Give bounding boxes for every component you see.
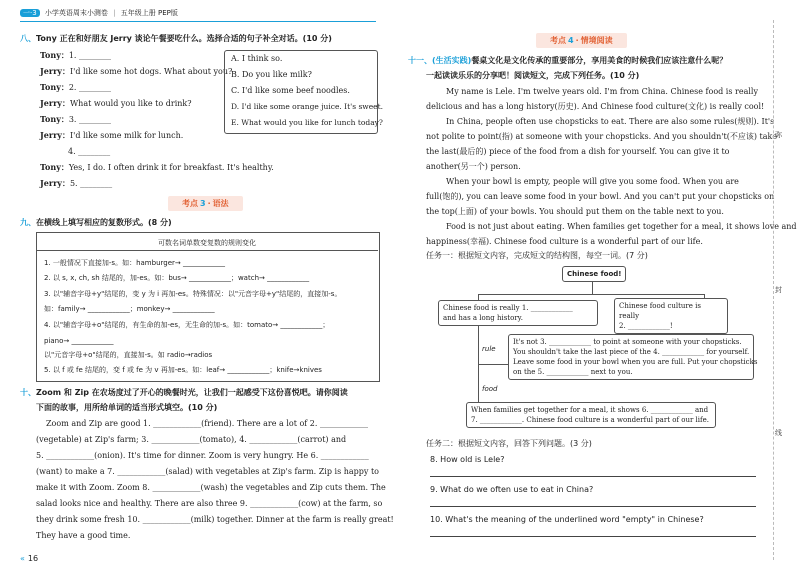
passage-line-5: the last(最后的) piece of the food from a dish for yourself. You can give it to xyxy=(426,147,730,156)
blank-2[interactable]: 2. ________ xyxy=(68,83,112,92)
story-line-1: Zoom and Zip are good 1. ____________(friend). There are a lot of 2. ____________ xyxy=(46,419,368,428)
question-10: 10. What's the meaning of the underlined word "empty" in Chinese? xyxy=(430,515,704,524)
options-box xyxy=(224,50,383,134)
blank-5[interactable]: 5. ________ xyxy=(69,179,113,188)
passage-line-2: delicious and has a long history(历史). And Chinese food culture(文化) is really cool! xyxy=(426,102,765,111)
rule-4-note: 以"元音字母+o"结尾的，直接加-s。如 radio→radios xyxy=(44,351,213,359)
question-9: 9. What do we often use to eat in China? xyxy=(430,485,594,494)
passage-line-4: not polite to point(指) at someone with your chopsticks. And you shouldn't(不应该) take xyxy=(426,132,778,141)
side-note: 弥 xyxy=(775,131,782,139)
header-rule xyxy=(20,21,376,22)
map-label-food: food xyxy=(482,385,498,393)
passage-line-6: another(另一个) person. xyxy=(426,162,521,171)
header-title: 小学英语周末小测卷 xyxy=(44,9,108,17)
rule-1: 1. 一般情况下直接加-s。如：hamburger→ ____________ xyxy=(44,259,225,267)
map-mid-box: It's not 3. ____________ to point at someone with your chopsticks. You shouldn't take the last piece of the 4. ____________ for yourself. Leave some food in your bowl when you are full. Put your chopsticks on the 5. ____________ next to you. xyxy=(508,334,754,380)
map-connector xyxy=(478,294,704,295)
page-number: « 16 xyxy=(20,554,39,563)
map-connector xyxy=(478,364,508,365)
map-bottom-box: When families get together for a meal, it shows 6. ____________ and 7. ____________. Chinese food culture is a wonderful part of our life. xyxy=(466,402,716,428)
section10-title: 十、Zoom 和 Zip 在农场度过了开心的晚餐时光，让我们一起感受下这份喜悦吧。请你阅读 xyxy=(20,388,348,397)
rule-4-example: piano→ ____________ xyxy=(44,337,114,345)
section9-title: 九、在横线上填写相应的复数形式。(8 分) xyxy=(20,218,172,227)
side-note: 封 xyxy=(775,286,782,294)
passage-line-7: When your bowl is empty, people will give you some food. When you are xyxy=(446,177,739,186)
map-connector xyxy=(592,282,593,294)
story-line-3: 5. ____________(onion). It's time for dinner. Zoom is very hungry. He 6. ____________ xyxy=(36,451,369,460)
story-line-2: (vegetable) at Zip's farm; 3. ____________(tomato), 4. ____________(carrot) and xyxy=(36,435,347,444)
section8-title: 八、Tony 正在和好朋友 Jerry 谈论午餐要吃什么。选择合适的句子补全对话。(10 分) xyxy=(20,34,332,43)
rules-divider xyxy=(36,250,378,251)
passage-line-1: My name is Lele. I'm twelve years old. I'm from China. Chinese food is really xyxy=(446,87,758,96)
rule-3-example: 如：family→ ____________；monkey→ ____________ xyxy=(44,305,215,313)
rule-3: 3. 以"辅音字母+y"结尾的，变 y 为 i 再加-es。特殊情况：以"元音字母+y"结尾的，直接加-s。 xyxy=(44,290,342,298)
section11-title: 十一、(生活实践)餐桌文化是文化传承的重要部分，享用美食的时候我们应该注意什么呢？ xyxy=(408,56,728,65)
passage-line-10: Food is not just about eating. When families get together for a meal, it shows love and xyxy=(446,222,797,231)
map-left-box: Chinese food is really 1. ____________ and has a long history. xyxy=(438,300,598,326)
passage-line-3: In China, people often use chopsticks to eat. There are also some rules(规则). It's xyxy=(446,117,775,126)
blank-3[interactable]: 3. ________ xyxy=(68,115,112,124)
rule-2: 2. 以 s, x, ch, sh 结尾的，加-es。如：bus→ ____________；watch→ ____________ xyxy=(44,274,310,282)
story-line-7: they drink some fresh 10. ____________(milk) together. Dinner at the farm is really great! xyxy=(36,515,394,524)
binding-line xyxy=(773,20,774,560)
task2-title: 任务二：根据短文内容，回答下列问题。(3 分) xyxy=(426,439,592,448)
option-a: A. I think so. xyxy=(231,54,283,63)
answer-line-10[interactable] xyxy=(430,536,756,537)
passage-line-8: full(饱的), you can leave some food in your bowl. And you can't put your chopsticks on xyxy=(426,192,775,201)
question-8: 8. How old is Lele? xyxy=(430,455,505,464)
story-line-6: salad looks nice and healthy. There are also three 9. ____________(cow) at the farm, so xyxy=(36,499,383,508)
point4-banner: 考点 4 · 情境阅读 xyxy=(536,33,627,48)
story-line-8: They have a good time. xyxy=(36,531,131,540)
section11-title-2: 一起读读乐乐的分享吧！阅读短文，完成下列任务。(10 分) xyxy=(426,71,640,80)
point3-banner: 考点 3 · 语法 xyxy=(168,196,243,211)
task1-title: 任务一：根据短文内容，完成短文的结构图，每空一词。(7 分) xyxy=(426,251,648,260)
header-grade: 五年级上册 PEP版 xyxy=(120,9,178,17)
map-root: Chinese food! xyxy=(562,266,626,282)
rule-5: 5. 以 f 或 fe 结尾的，变 f 或 fe 为 v 再加-es。如：leaf→ ____________；knife→knives xyxy=(44,366,322,374)
rules-table-title: 可数名词单数变复数的规则变化 xyxy=(158,239,256,247)
header-badge: 一·3 xyxy=(20,9,40,17)
map-right-box: Chinese food culture is really 2. ____________! xyxy=(614,298,728,334)
map-label-rule: rule xyxy=(482,345,496,353)
passage-line-11: happiness(幸福). Chinese food culture is a wonderful part of our life. xyxy=(426,237,703,246)
option-c: C. I'd like some beef noodles. xyxy=(231,86,350,95)
rule-4: 4. 以"辅音字母+o"结尾的，有生命的加-es，无生命的加-s。如：tomato→ ____________； xyxy=(44,321,330,329)
option-d: D. I'd like some orange juice. It's sweet. xyxy=(231,102,383,111)
story-line-5: make it with Zoom. Zoom 8. ____________(wash) the vegetables and Zip cuts them. The xyxy=(36,483,386,492)
answer-line-9[interactable] xyxy=(430,506,756,507)
option-b: B. Do you like milk? xyxy=(231,70,312,79)
story-line-4: (want) to make a 7. ____________(salad) with vegetables at Zip's farm. Zip is happy to xyxy=(36,467,379,476)
option-e: E. What would you like for lunch today? xyxy=(231,118,383,127)
answer-line-8[interactable] xyxy=(430,476,756,477)
section10-title-2: 下面的故事，用所给单词的适当形式填空。(10 分) xyxy=(36,403,218,412)
passage-line-9: the top(上面) of your bowls. You should put them on the table next to you. xyxy=(426,207,724,216)
blank-4[interactable]: 4. ________ xyxy=(68,147,111,156)
side-note: 线 xyxy=(775,429,782,437)
blank-1[interactable]: 1. ________ xyxy=(68,51,112,60)
page-header: 一·3 小学英语周末小测卷 | 五年级上册 PEP版 xyxy=(20,8,178,18)
